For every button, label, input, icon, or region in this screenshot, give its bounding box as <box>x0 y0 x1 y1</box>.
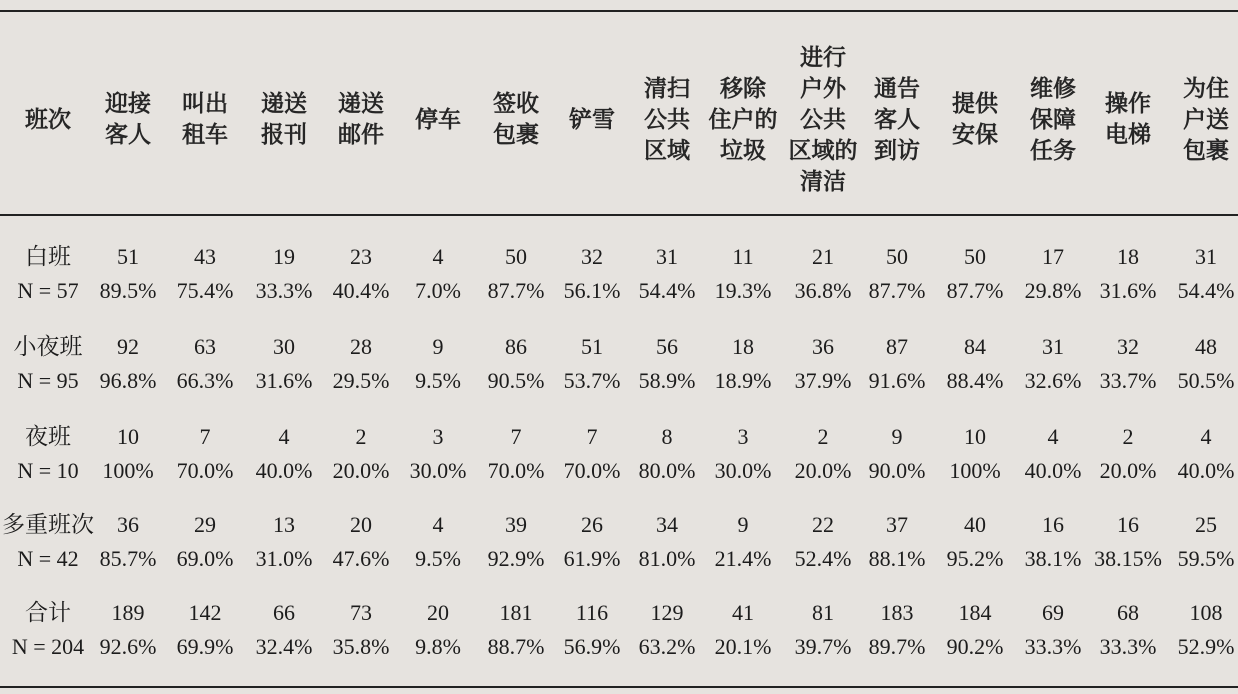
row-label <box>0 508 96 576</box>
cell-percent: 9.8% <box>415 634 461 659</box>
table-cell <box>857 240 937 308</box>
cell-percent: 70.0% <box>563 458 621 483</box>
table-cell <box>165 330 245 398</box>
table-cell <box>88 508 168 576</box>
table-cell <box>398 508 478 576</box>
cell-percent: 90.0% <box>868 458 926 483</box>
cell-count: 129 <box>650 600 684 625</box>
table-cell <box>1013 420 1093 488</box>
cell-count: 4 <box>1200 424 1212 449</box>
cell-count: 18 <box>732 334 754 359</box>
cell-percent: 7.0% <box>415 278 461 303</box>
cell-percent: 87.7% <box>487 278 545 303</box>
column-header: 维修 保障 任务 <box>1030 75 1076 164</box>
table-cell <box>321 240 401 308</box>
cell-count: 68 <box>1117 600 1139 625</box>
cell-percent: 52.4% <box>794 546 852 571</box>
cell-percent: 18.9% <box>714 368 772 393</box>
table-cell <box>88 420 168 488</box>
table-cell <box>627 596 707 664</box>
cell-percent: 56.9% <box>563 634 621 659</box>
cell-percent: 9.5% <box>415 368 461 393</box>
cell-count: 31 <box>656 244 678 269</box>
cell-count: 87 <box>886 334 908 359</box>
cell-percent: 58.9% <box>638 368 696 393</box>
table-cell <box>476 596 556 664</box>
cell-percent: 70.0% <box>176 458 234 483</box>
cell-count: 4 <box>432 512 444 537</box>
cell-percent: 89.5% <box>99 278 157 303</box>
cell-percent: 50.5% <box>1177 368 1235 393</box>
cell-count: 22 <box>812 512 834 537</box>
shift-sample-size: N = 10 <box>17 458 79 483</box>
table-cell <box>476 420 556 488</box>
table-cell <box>244 596 324 664</box>
table-cell <box>703 330 783 398</box>
cell-count: 28 <box>350 334 372 359</box>
table-cell <box>552 508 632 576</box>
shift-name: 合计 <box>25 600 71 626</box>
table-cell <box>244 240 324 308</box>
cell-percent: 38.1% <box>1024 546 1082 571</box>
table-cell <box>321 508 401 576</box>
table-cell <box>476 508 556 576</box>
cell-percent: 36.8% <box>794 278 852 303</box>
cell-count: 29 <box>194 512 216 537</box>
table-cell <box>88 240 168 308</box>
cell-percent: 31.0% <box>255 546 313 571</box>
cell-count: 66 <box>273 600 295 625</box>
table-cell <box>703 596 783 664</box>
cell-count: 189 <box>111 600 145 625</box>
shift-name: 小夜班 <box>13 334 83 360</box>
shift-name: 夜班 <box>25 424 71 450</box>
table-cell <box>552 240 632 308</box>
cell-percent: 32.4% <box>255 634 313 659</box>
column-header: 铲雪 <box>569 106 615 133</box>
table-cell <box>165 508 245 576</box>
shift-sample-size: N = 204 <box>11 634 85 659</box>
cell-count: 50 <box>886 244 908 269</box>
table-cell <box>935 420 1015 488</box>
table-cell <box>627 508 707 576</box>
cell-percent: 20.0% <box>794 458 852 483</box>
cell-count: 2 <box>355 424 367 449</box>
cell-count: 40 <box>964 512 986 537</box>
column-header: 提供 安保 <box>952 91 998 148</box>
table-cell <box>857 596 937 664</box>
cell-count: 13 <box>273 512 295 537</box>
table-cell <box>1088 420 1168 488</box>
table-cell <box>783 596 863 664</box>
cell-count: 37 <box>886 512 908 537</box>
cell-count: 16 <box>1042 512 1064 537</box>
column-header: 清扫 公共 区域 <box>644 75 690 164</box>
cell-count: 39 <box>505 512 527 537</box>
cell-percent: 20.1% <box>714 634 772 659</box>
cell-percent: 9.5% <box>415 546 461 571</box>
cell-count: 51 <box>581 334 603 359</box>
cell-percent: 47.6% <box>332 546 390 571</box>
table-cell <box>244 508 324 576</box>
cell-percent: 38.15% <box>1094 546 1162 571</box>
cell-percent: 100% <box>949 458 1001 483</box>
table-cell <box>165 240 245 308</box>
table-cell <box>88 330 168 398</box>
cell-count: 20 <box>427 600 449 625</box>
cell-count: 4 <box>432 244 444 269</box>
cell-count: 181 <box>499 600 533 625</box>
table-cell <box>627 420 707 488</box>
cell-count: 86 <box>505 334 527 359</box>
cell-count: 17 <box>1042 244 1064 269</box>
corner-header: 班次 <box>25 106 71 133</box>
cell-count: 23 <box>350 244 372 269</box>
cell-count: 32 <box>1117 334 1139 359</box>
table-cell <box>321 330 401 398</box>
cell-percent: 75.4% <box>176 278 234 303</box>
table-cell <box>398 240 478 308</box>
cell-percent: 85.7% <box>99 546 157 571</box>
cell-percent: 54.4% <box>1177 278 1235 303</box>
table-cell <box>935 240 1015 308</box>
column-header: 为住 户送 包裹 <box>1183 75 1229 164</box>
cell-count: 184 <box>958 600 992 625</box>
cell-percent: 92.6% <box>99 634 157 659</box>
column-header: 移除 住户的 垃圾 <box>708 75 778 164</box>
row-label <box>0 330 96 398</box>
table-cell <box>1013 240 1093 308</box>
cell-percent: 56.1% <box>563 278 621 303</box>
table-cell <box>857 508 937 576</box>
table-cell <box>552 420 632 488</box>
cell-percent: 31.6% <box>1099 278 1157 303</box>
cell-percent: 91.6% <box>868 368 926 393</box>
cell-count: 9 <box>891 424 903 449</box>
table-cell <box>398 596 478 664</box>
cell-count: 25 <box>1195 512 1217 537</box>
table-cell <box>244 330 324 398</box>
cell-percent: 88.4% <box>946 368 1004 393</box>
cell-percent: 40.0% <box>1177 458 1235 483</box>
column-header: 进行 户外 公共 区域的 清洁 <box>788 44 858 195</box>
cell-percent: 30.0% <box>714 458 772 483</box>
shift-sample-size: N = 95 <box>17 368 79 393</box>
cell-count: 4 <box>1047 424 1059 449</box>
table-cell <box>1088 596 1168 664</box>
cell-percent: 96.8% <box>99 368 157 393</box>
table-cell <box>1166 508 1238 576</box>
shift-sample-size: N = 42 <box>17 546 79 571</box>
cell-percent: 54.4% <box>638 278 696 303</box>
cell-count: 108 <box>1189 600 1223 625</box>
table-cell <box>88 596 168 664</box>
cell-count: 3 <box>737 424 749 449</box>
cell-count: 20 <box>350 512 372 537</box>
cell-percent: 33.3% <box>1024 634 1082 659</box>
cell-count: 183 <box>880 600 914 625</box>
table-cell <box>783 508 863 576</box>
cell-percent: 33.7% <box>1099 368 1157 393</box>
cell-count: 7 <box>586 424 598 449</box>
table-cell <box>1088 508 1168 576</box>
table-cell <box>1088 240 1168 308</box>
cell-percent: 66.3% <box>176 368 234 393</box>
cell-count: 34 <box>656 512 678 537</box>
cell-percent: 53.7% <box>563 368 621 393</box>
cell-percent: 20.0% <box>1099 458 1157 483</box>
table-cell <box>476 240 556 308</box>
table-cell <box>165 596 245 664</box>
cell-percent: 63.2% <box>638 634 696 659</box>
cell-count: 56 <box>656 334 678 359</box>
table-cell <box>1166 330 1238 398</box>
cell-count: 142 <box>188 600 222 625</box>
table-cell <box>476 330 556 398</box>
table-cell <box>552 596 632 664</box>
cell-percent: 69.0% <box>176 546 234 571</box>
cell-percent: 29.5% <box>332 368 390 393</box>
cell-percent: 80.0% <box>638 458 696 483</box>
cell-percent: 90.5% <box>487 368 545 393</box>
table-cell <box>935 330 1015 398</box>
cell-percent: 21.4% <box>714 546 772 571</box>
cell-count: 26 <box>581 512 603 537</box>
row-label <box>0 420 96 488</box>
table-cell <box>857 330 937 398</box>
cell-percent: 29.8% <box>1024 278 1082 303</box>
table-cell <box>398 420 478 488</box>
table-cell <box>703 240 783 308</box>
table-cell <box>627 240 707 308</box>
cell-percent: 90.2% <box>946 634 1004 659</box>
table-cell <box>1166 596 1238 664</box>
cell-count: 84 <box>964 334 986 359</box>
cell-count: 81 <box>812 600 834 625</box>
table-cell <box>552 330 632 398</box>
shift-sample-size: N = 57 <box>17 278 79 303</box>
cell-count: 3 <box>432 424 444 449</box>
shift-name: 多重班次 <box>2 512 94 538</box>
table-cell <box>627 330 707 398</box>
table-cell <box>244 420 324 488</box>
cell-percent: 88.1% <box>868 546 926 571</box>
cell-count: 50 <box>964 244 986 269</box>
table-cell <box>703 420 783 488</box>
cell-count: 10 <box>964 424 986 449</box>
cell-count: 2 <box>1122 424 1134 449</box>
cell-count: 50 <box>505 244 527 269</box>
table-cell <box>398 330 478 398</box>
cell-count: 32 <box>581 244 603 269</box>
cell-count: 69 <box>1042 600 1064 625</box>
cell-count: 21 <box>812 244 834 269</box>
cell-count: 51 <box>117 244 139 269</box>
cell-count: 31 <box>1042 334 1064 359</box>
column-header: 递送 邮件 <box>338 91 384 148</box>
table-cell <box>783 420 863 488</box>
cell-percent: 31.6% <box>255 368 313 393</box>
table-cell <box>1088 330 1168 398</box>
cell-count: 7 <box>510 424 522 449</box>
column-header: 操作 电梯 <box>1105 91 1151 148</box>
table-cell <box>1013 330 1093 398</box>
cell-percent: 100% <box>102 458 154 483</box>
cell-count: 9 <box>432 334 444 359</box>
cell-percent: 88.7% <box>487 634 545 659</box>
cell-count: 48 <box>1195 334 1217 359</box>
cell-percent: 59.5% <box>1177 546 1235 571</box>
cell-percent: 40.0% <box>1024 458 1082 483</box>
cell-count: 41 <box>732 600 754 625</box>
table-bottom-rule <box>0 686 1238 688</box>
cell-count: 4 <box>278 424 290 449</box>
table-cell <box>703 508 783 576</box>
column-header: 签收 包裹 <box>493 91 539 148</box>
cell-count: 11 <box>732 244 754 269</box>
cell-count: 36 <box>812 334 834 359</box>
table-cell <box>935 508 1015 576</box>
column-header: 通告 客人 到访 <box>874 75 920 164</box>
cell-percent: 35.8% <box>332 634 390 659</box>
cell-percent: 33.3% <box>1099 634 1157 659</box>
table-cell <box>783 240 863 308</box>
cell-count: 19 <box>273 244 295 269</box>
cell-percent: 33.3% <box>255 278 313 303</box>
cell-count: 30 <box>273 334 295 359</box>
cell-percent: 92.9% <box>487 546 545 571</box>
column-header: 递送 报刊 <box>261 91 307 148</box>
table-cell <box>783 330 863 398</box>
cell-percent: 87.7% <box>868 278 926 303</box>
table-cell <box>1166 420 1238 488</box>
cell-percent: 20.0% <box>332 458 390 483</box>
cell-percent: 87.7% <box>946 278 1004 303</box>
cell-count: 16 <box>1117 512 1139 537</box>
table-cell <box>1013 508 1093 576</box>
cell-count: 2 <box>817 424 829 449</box>
cell-percent: 70.0% <box>487 458 545 483</box>
row-label <box>0 240 96 308</box>
cell-count: 8 <box>661 424 673 449</box>
cell-percent: 39.7% <box>794 634 852 659</box>
cell-percent: 30.0% <box>409 458 467 483</box>
cell-count: 92 <box>117 334 139 359</box>
column-header: 叫出 租车 <box>182 91 228 148</box>
table-cell <box>935 596 1015 664</box>
column-header: 停车 <box>415 106 461 133</box>
table-cell <box>165 420 245 488</box>
cell-count: 36 <box>117 512 139 537</box>
cell-count: 7 <box>199 424 211 449</box>
cell-count: 73 <box>350 600 372 625</box>
cell-percent: 89.7% <box>868 634 926 659</box>
cell-percent: 40.0% <box>255 458 313 483</box>
column-header: 迎接 客人 <box>105 91 151 148</box>
cell-percent: 37.9% <box>794 368 852 393</box>
table-cell <box>1166 240 1238 308</box>
cell-percent: 19.3% <box>714 278 772 303</box>
cell-count: 10 <box>117 424 139 449</box>
cell-percent: 40.4% <box>332 278 390 303</box>
table-cell <box>1013 596 1093 664</box>
cell-percent: 95.2% <box>946 546 1004 571</box>
row-label <box>0 596 96 664</box>
cell-percent: 32.6% <box>1024 368 1082 393</box>
cell-count: 9 <box>737 512 749 537</box>
table-top-rule <box>0 10 1238 12</box>
table-cell <box>321 596 401 664</box>
cell-count: 116 <box>575 600 609 625</box>
cell-count: 63 <box>194 334 216 359</box>
table-cell <box>321 420 401 488</box>
cell-count: 43 <box>194 244 216 269</box>
table-cell <box>857 420 937 488</box>
cell-count: 31 <box>1195 244 1217 269</box>
cell-percent: 52.9% <box>1177 634 1235 659</box>
cell-percent: 81.0% <box>638 546 696 571</box>
cell-percent: 61.9% <box>563 546 621 571</box>
table-header-rule <box>0 214 1238 216</box>
cell-count: 18 <box>1117 244 1139 269</box>
cell-percent: 69.9% <box>176 634 234 659</box>
shift-name: 白班 <box>25 244 71 270</box>
